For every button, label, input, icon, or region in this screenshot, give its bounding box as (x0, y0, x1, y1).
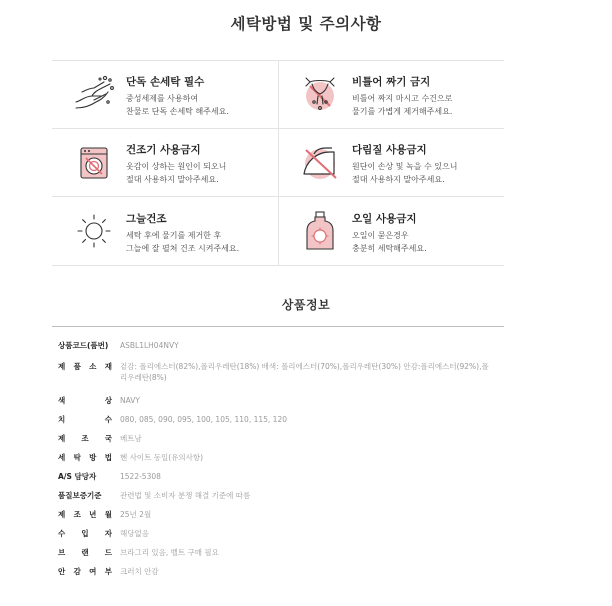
row-label (58, 510, 120, 529)
care-item-no-dryer (52, 128, 278, 196)
row-label (58, 548, 120, 567)
care-item-hand-wash (52, 60, 278, 128)
row-value: NAVY (120, 396, 140, 405)
row-value: 관련법 및 소비자 분쟁 해결 기준에 따름 (120, 491, 251, 500)
row-label-text: 치 수 (58, 415, 112, 424)
row-label (58, 396, 120, 415)
row-label (58, 453, 120, 472)
row-label-text: 세 탁 방 법 (58, 453, 112, 462)
product-info-title: 상품정보 (281, 298, 331, 312)
care-item-description: 비틀어 짜지 마시고 수건으로 물기를 가볍게 제거해주세요. (352, 94, 453, 116)
row-value: 헨 사이트 동일(유의사항) (120, 453, 204, 462)
care-item-title: 그늘건조 (126, 213, 167, 225)
care-item-title: 다림질 사용금지 (352, 144, 427, 156)
care-section-title: 세탁방법 및 주의사항 (230, 15, 382, 33)
row-value: 080, 085, 090, 095, 100, 105, 110, 115, 120 (120, 415, 287, 424)
row-label (58, 415, 120, 434)
row-label (58, 567, 120, 586)
table-row (58, 510, 504, 529)
table-row (58, 362, 504, 396)
care-item-shade-dry (52, 197, 278, 265)
row-label: 상품코드(품번) (58, 341, 109, 350)
row-label: 품질보증기준 (58, 491, 102, 500)
shade-dry-icon (72, 209, 116, 253)
product-info-table (58, 341, 504, 586)
table-row (58, 567, 504, 586)
row-label (58, 362, 120, 396)
row-label-text: 브 랜 드 (58, 548, 112, 557)
care-item-description: 옷감이 상하는 원인이 되오니 절대 사용하지 말아주세요. (126, 162, 227, 184)
row-value: 베트남 (120, 434, 142, 443)
row-value: 해당없음 (120, 529, 149, 538)
care-grid (52, 60, 504, 266)
row-label-text: 색 상 (58, 396, 112, 405)
row-value: 겉감: 폴리에스터(82%),폴리우레탄(18%) 배색: 폴리에스터(70%),폴리우레탄(30%) 안감:폴리에스터(92%),폴리우레탄(8%) (120, 362, 489, 382)
table-row (58, 548, 504, 567)
table-row (58, 491, 504, 510)
row-value: 브라그리 있음, 벨트 구매 필요 (120, 548, 219, 557)
row-label: A/S 담당자 (58, 472, 97, 481)
care-item-no-iron (278, 128, 504, 196)
table-row (58, 396, 504, 415)
care-item-title: 단독 손세탁 필수 (126, 76, 205, 88)
row-label-text: 안 감 여 부 (58, 567, 112, 576)
care-item-title: 비틀어 짜기 금지 (352, 76, 431, 88)
row-label-text: 수 입 자 (58, 529, 112, 538)
no-oil-icon (298, 209, 342, 253)
row-label (58, 434, 120, 453)
care-item-no-oil (278, 197, 504, 265)
care-item-title: 오일 사용금지 (352, 213, 417, 225)
care-item-description: 중성세제를 사용하여 찬물로 단독 손세탁 해주세요. (126, 94, 229, 116)
hand-wash-icon (72, 72, 116, 116)
row-value: ASBL1LH04NVY (120, 341, 179, 350)
care-item-description: 원단이 손상 및 녹을 수 있으니 절대 사용하지 말아주세요. (352, 162, 458, 184)
care-item-title: 건조기 사용금지 (126, 144, 201, 156)
care-item-no-wring (278, 60, 504, 128)
row-value: 크러치 안감 (120, 567, 159, 576)
no-iron-icon (298, 140, 342, 184)
table-row (58, 434, 504, 453)
table-row (58, 341, 504, 362)
row-label (58, 529, 120, 548)
care-item-description: 오일이 묻은경우 충분히 세탁해주세요. (352, 231, 427, 253)
care-item-description: 세탁 후에 물기를 제거한 후 그늘에 잘 펼쳐 건조 시켜주세요. (126, 231, 240, 253)
row-label-text: 제 조 년 월 (58, 510, 112, 519)
row-value: 1522-5308 (120, 472, 161, 481)
table-row (58, 472, 504, 491)
table-row (58, 415, 504, 434)
no-dryer-icon (72, 140, 116, 184)
row-value: 25년 2월 (120, 510, 152, 519)
row-label-text: 제 조 국 (58, 434, 112, 443)
divider (52, 326, 504, 327)
table-row (58, 529, 504, 548)
row-label-text: 제 품 소 재 (58, 362, 112, 371)
no-wring-icon (298, 72, 342, 116)
table-row (58, 453, 504, 472)
